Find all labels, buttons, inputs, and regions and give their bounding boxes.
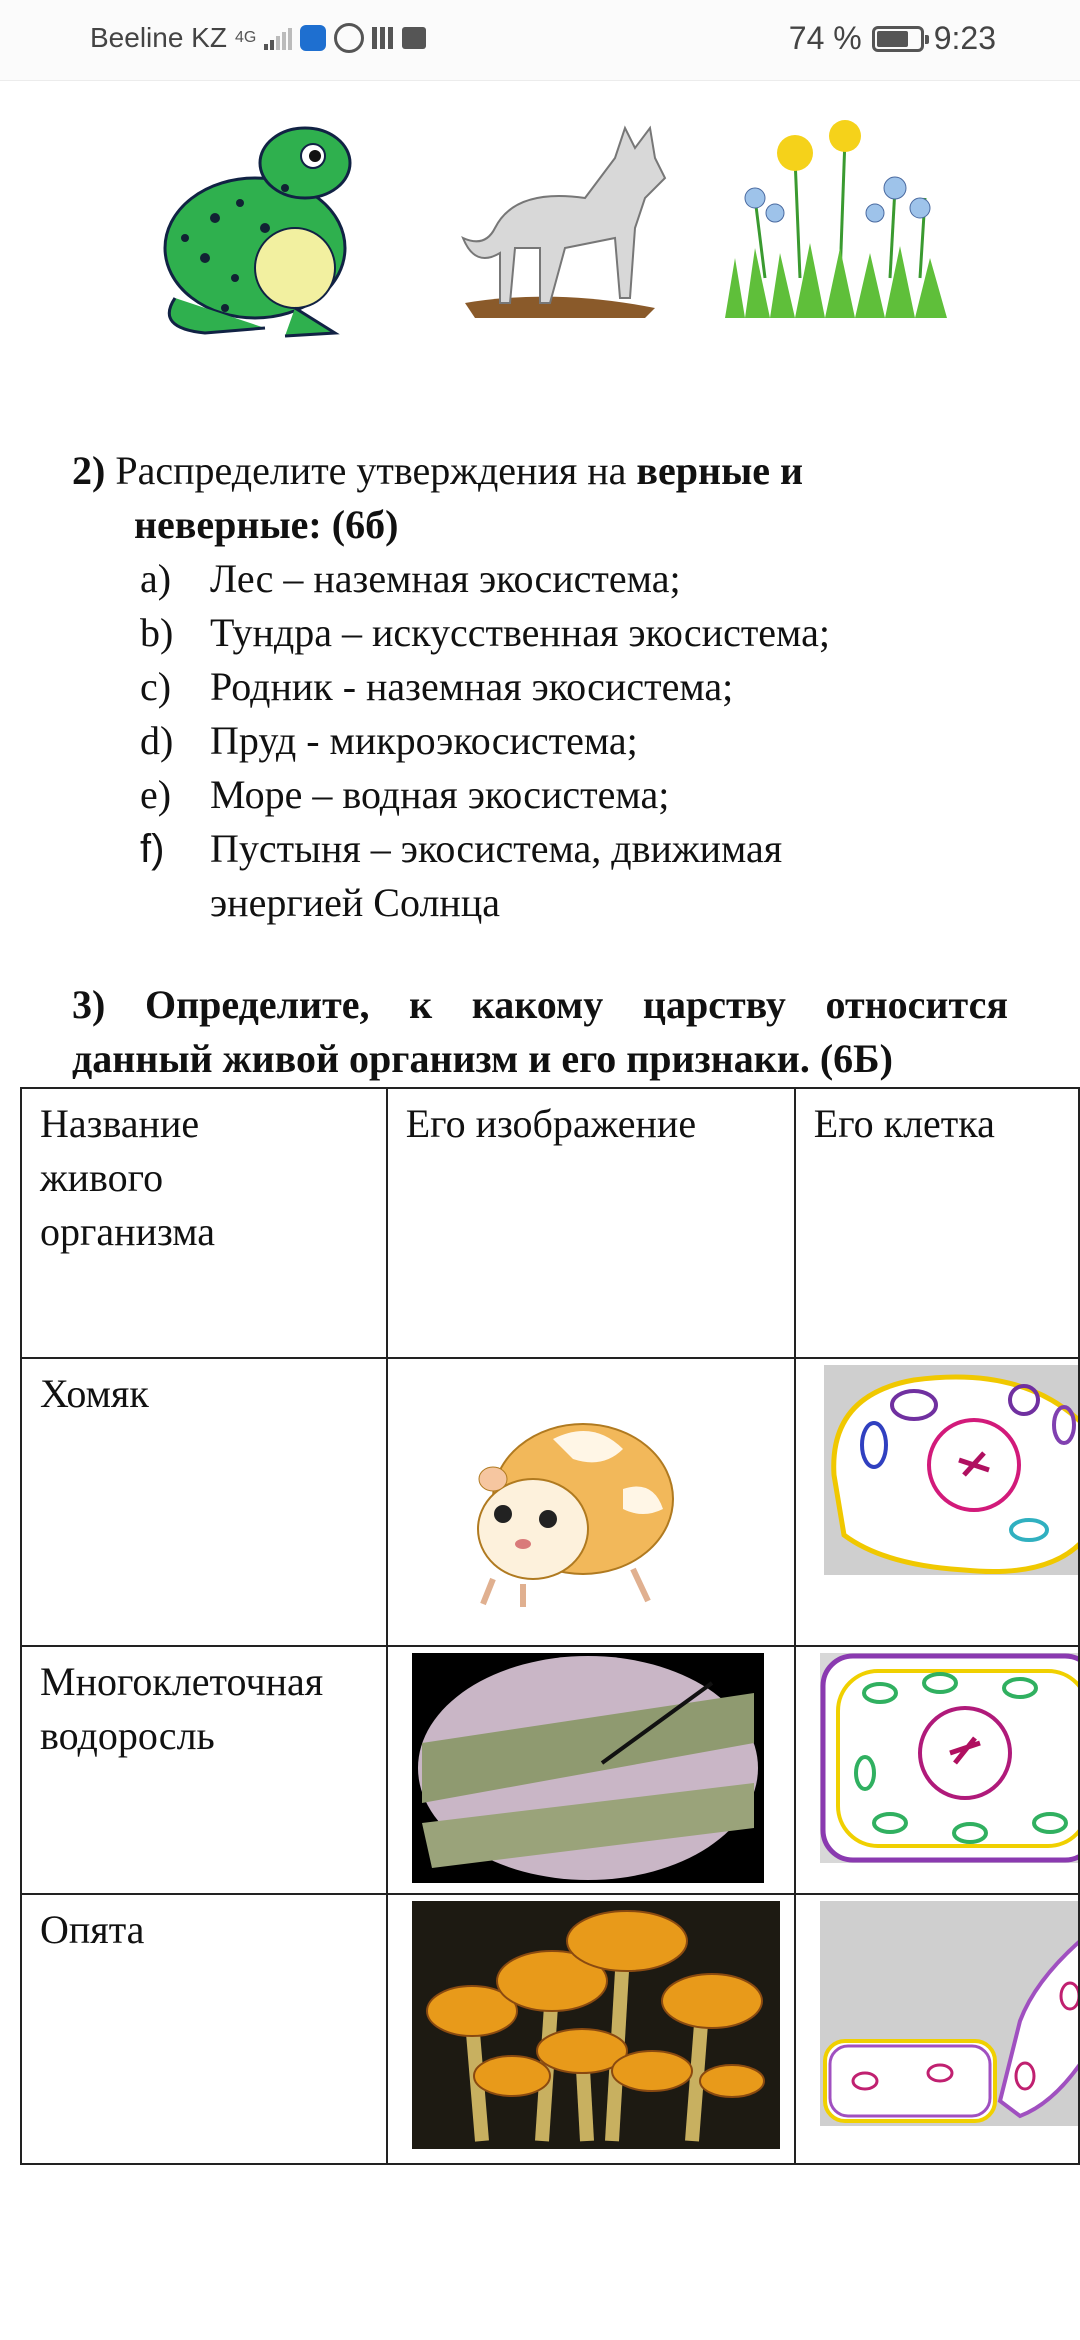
statement-a <box>140 552 681 606</box>
statement-d <box>140 714 638 768</box>
statement-text: Лес – наземная экосистема; <box>210 556 681 601</box>
question-3 <box>72 978 1008 1086</box>
battery-percent: 74 % <box>788 20 862 56</box>
statement-text: Тундра – искусственная экосистема; <box>210 610 830 655</box>
header-name-line: живого <box>40 1155 164 1200</box>
organisms-table <box>20 1087 1080 2165</box>
cell-image-cell <box>795 1894 1079 2164</box>
question-3-word: Определите, <box>144 982 370 1027</box>
wolf-image <box>455 118 680 318</box>
organism-name: Хомяк <box>21 1358 387 1646</box>
battery-fill <box>877 31 908 47</box>
statement-f-continued <box>140 876 500 930</box>
statement-f <box>140 822 782 876</box>
statement-text: Пустыня – экосистема, движимая <box>210 826 783 871</box>
statement-letter: d) <box>140 718 174 763</box>
plant-cell-image <box>820 1653 1079 1863</box>
header-name <box>21 1088 387 1358</box>
table-row <box>21 1646 1079 1894</box>
organism-name <box>21 1646 387 1894</box>
animal-cell-image <box>824 1365 1079 1575</box>
shield-icon <box>300 25 326 51</box>
statement-b <box>140 606 830 660</box>
statement-c <box>140 660 733 714</box>
question-2-bold: верные и <box>636 448 804 493</box>
question-3-line1 <box>72 978 1008 1032</box>
cell-image-cell <box>795 1358 1079 1646</box>
question-2-text: Распределите утверждения на <box>105 448 637 493</box>
organism-name: Опята <box>21 1894 387 2164</box>
question-3-word: к <box>409 982 433 1027</box>
organism-image-cell <box>387 1894 795 2164</box>
question-3-line2: данный живой организм и его признаки. (6Б) <box>72 1036 893 1081</box>
statement-letter: e) <box>140 772 172 817</box>
header-name-line: Название <box>40 1101 200 1146</box>
mushrooms-image <box>412 1901 780 2149</box>
fungal-cell-image <box>820 1901 1079 2126</box>
network-type: 4G <box>234 29 257 46</box>
status-bar <box>0 0 1080 81</box>
statement-letter: b) <box>140 610 174 655</box>
organism-image-cell <box>387 1358 795 1646</box>
question-3-word: относится <box>825 982 1008 1027</box>
organism-image-cell <box>387 1646 795 1894</box>
header-name-line: организма <box>40 1209 215 1254</box>
alga-microscope-image <box>412 1653 764 1883</box>
carrier-name: Beeline KZ <box>90 22 227 53</box>
statement-text: Море – водная экосистема; <box>210 772 670 817</box>
hamster-image <box>453 1379 693 1619</box>
question-2-number: 2) <box>72 448 106 493</box>
statement-letter: f) <box>140 827 165 871</box>
table-row <box>21 1894 1079 2164</box>
question-2-line2: неверные: (6б) <box>134 502 399 547</box>
whatsapp-icon <box>334 23 364 53</box>
status-left <box>90 22 426 54</box>
signal-icon <box>264 26 292 50</box>
statement-e <box>140 768 669 822</box>
qr-icon <box>372 27 394 49</box>
header-cell: Его клетка <box>795 1088 1079 1358</box>
question-3-word: царству <box>642 982 786 1027</box>
statement-text: Родник - наземная экосистема; <box>210 664 734 709</box>
flowers-image <box>725 118 950 318</box>
header-image: Его изображение <box>387 1088 795 1358</box>
statement-letter: a) <box>140 556 172 601</box>
status-right <box>789 20 996 57</box>
statement-text: Пруд - микроэкосистема; <box>210 718 638 763</box>
battery-icon <box>872 26 924 52</box>
statement-text: энергией Солнца <box>210 880 500 925</box>
frog-image <box>145 118 375 343</box>
clock: 9:23 <box>933 20 996 56</box>
question-3-word: 3) <box>72 982 106 1027</box>
statement-letter: c) <box>140 664 172 709</box>
cell-image-cell <box>795 1646 1079 1894</box>
organism-name-line: водоросль <box>40 1713 215 1758</box>
question-2-line1 <box>72 444 803 498</box>
organism-name-line: Многоклеточная <box>40 1659 324 1704</box>
table-row <box>21 1358 1079 1646</box>
message-icon <box>402 27 426 49</box>
table-header-row <box>21 1088 1079 1358</box>
question-3-word: какому <box>471 982 604 1027</box>
